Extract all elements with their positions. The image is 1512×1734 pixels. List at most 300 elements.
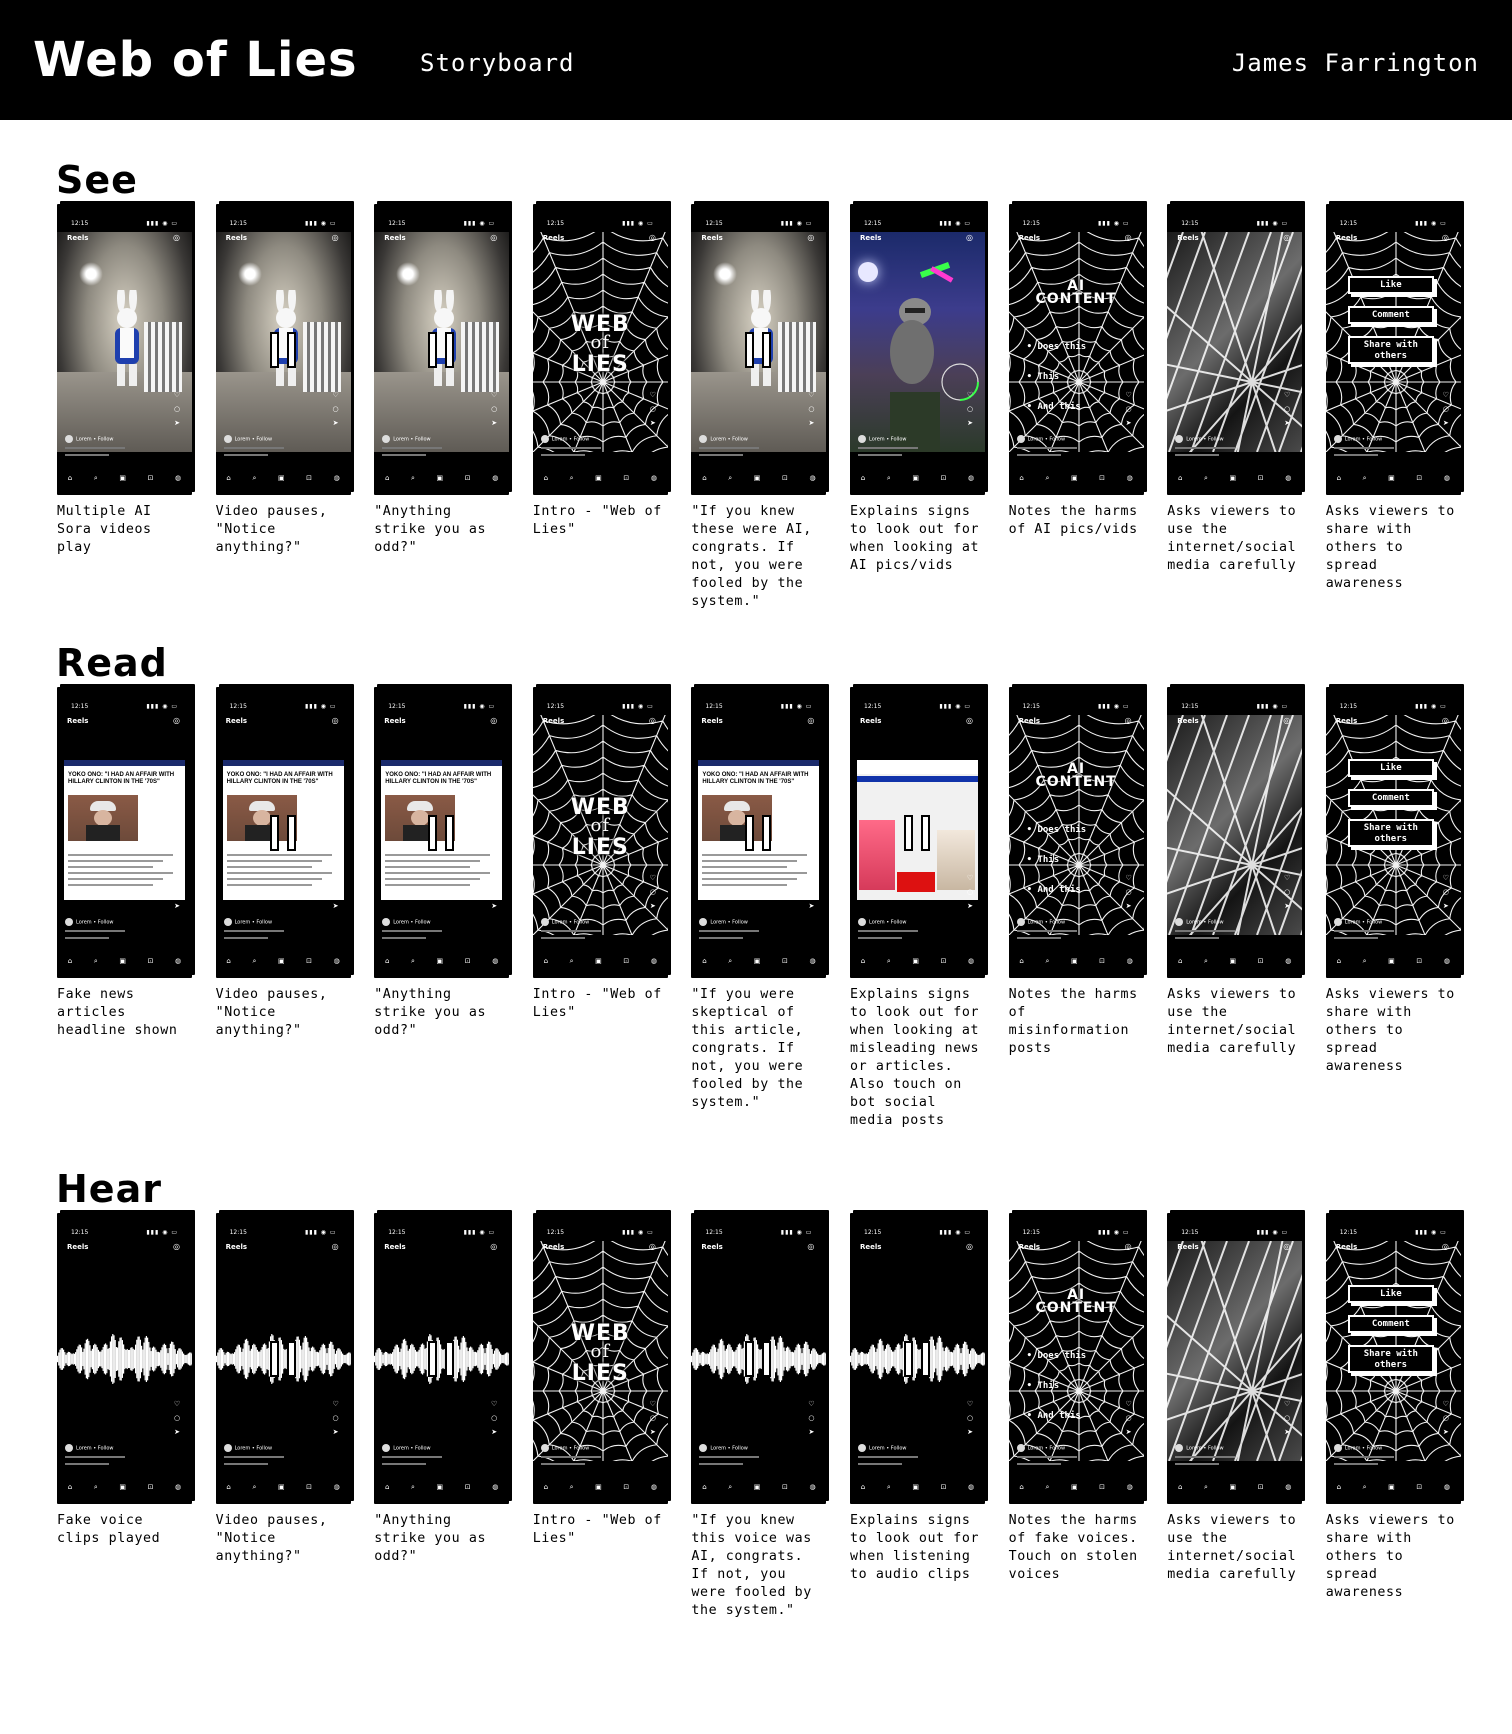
send-icon[interactable]: ➤ [174,1428,180,1436]
reels-tab-label[interactable]: Reels [542,234,565,242]
reels-icon[interactable]: ▣ [119,1483,126,1491]
share-button[interactable]: Share with others [1348,336,1434,364]
reels-icon[interactable]: ▣ [753,474,761,482]
home-icon[interactable]: ⌂ [860,957,866,965]
reels-icon[interactable]: ▣ [436,957,444,965]
author-follow[interactable]: Lorem • Follow [234,436,273,443]
comment-icon[interactable]: ○ [1125,888,1132,896]
reels-icon[interactable]: ▣ [1388,957,1395,965]
reels-icon[interactable]: ▣ [277,957,285,965]
author-follow[interactable]: Lorem • Follow [1344,1445,1383,1452]
comment-icon[interactable]: ○ [173,1414,181,1422]
send-icon[interactable]: ➤ [1125,902,1132,910]
profile-icon[interactable]: ◍ [333,474,340,482]
avatar[interactable] [1334,435,1342,443]
send-icon[interactable]: ➤ [174,419,180,427]
reels-tab-label[interactable]: Reels [1335,1243,1358,1251]
shop-icon[interactable]: ⊡ [940,1483,947,1491]
search-icon[interactable]: ⌕ [93,474,98,482]
reels-tab-label[interactable]: Reels [1177,234,1199,242]
shop-icon[interactable]: ⊡ [781,474,788,482]
comment-icon[interactable]: ○ [1442,405,1449,413]
author-follow[interactable]: Lorem • Follow [1186,919,1224,926]
comment-icon[interactable]: ○ [332,1414,339,1422]
send-icon[interactable]: ➤ [808,1428,815,1436]
shop-icon[interactable]: ⊡ [1416,1483,1423,1491]
home-icon[interactable]: ⌂ [1019,957,1024,965]
avatar[interactable] [65,1444,73,1452]
avatar[interactable] [224,435,232,443]
pause-icon[interactable] [270,1341,296,1377]
home-icon[interactable]: ⌂ [1177,957,1183,965]
like-icon[interactable]: ♡ [1284,1400,1291,1408]
search-icon[interactable]: ⌕ [886,474,891,482]
avatar[interactable] [224,918,232,926]
like-icon[interactable]: ♡ [173,874,181,882]
comment-icon[interactable]: ○ [1125,405,1132,413]
shop-icon[interactable]: ⊡ [1099,474,1106,482]
search-icon[interactable]: ⌕ [252,474,257,482]
comment-icon[interactable]: ○ [1284,405,1291,413]
comment-icon[interactable]: ○ [1442,888,1449,896]
author-follow[interactable]: Lorem • Follow [710,1445,748,1452]
like-icon[interactable]: ♡ [1125,1400,1132,1408]
camera-icon[interactable]: ◎ [966,1242,973,1251]
home-icon[interactable]: ⌂ [1336,474,1342,482]
send-icon[interactable]: ➤ [808,902,815,910]
reels-tab-label[interactable]: Reels [225,1243,248,1251]
camera-icon[interactable]: ◎ [490,716,498,725]
like-button[interactable]: Like [1348,276,1434,294]
comment-button[interactable]: Comment [1348,789,1434,807]
profile-icon[interactable]: ◍ [650,474,657,482]
author-follow[interactable]: Lorem • Follow [234,919,273,926]
like-button[interactable]: Like [1348,759,1434,777]
avatar[interactable] [382,435,390,443]
search-icon[interactable]: ⌕ [1045,1483,1050,1491]
reels-icon[interactable]: ▣ [1070,474,1078,482]
like-icon[interactable]: ♡ [1442,1400,1449,1408]
share-button[interactable]: Share with others [1348,819,1434,847]
camera-icon[interactable]: ◎ [331,1242,339,1251]
camera-icon[interactable]: ◎ [173,233,180,242]
pause-icon[interactable] [428,815,454,851]
search-icon[interactable]: ⌕ [1204,474,1208,482]
camera-icon[interactable]: ◎ [1441,716,1449,725]
pause-icon[interactable] [428,1341,454,1377]
comment-icon[interactable]: ○ [649,888,656,896]
search-icon[interactable]: ⌕ [886,957,891,965]
profile-icon[interactable]: ◍ [333,957,340,965]
like-icon[interactable]: ♡ [332,391,339,399]
profile-icon[interactable]: ◍ [1285,957,1292,965]
avatar[interactable] [858,1444,866,1452]
reels-icon[interactable]: ▣ [1070,1483,1078,1491]
profile-icon[interactable]: ◍ [1443,474,1450,482]
shop-icon[interactable]: ⊡ [940,474,947,482]
profile-icon[interactable]: ◍ [1126,1483,1133,1491]
like-icon[interactable]: ♡ [966,1400,974,1408]
home-icon[interactable]: ⌂ [1336,957,1342,965]
avatar[interactable] [65,918,73,926]
avatar[interactable] [858,918,866,926]
avatar[interactable] [1334,1444,1342,1452]
like-button[interactable]: Like [1348,1285,1434,1303]
camera-icon[interactable]: ◎ [648,716,656,725]
author-follow[interactable]: Lorem • Follow [76,1445,114,1452]
like-icon[interactable]: ♡ [491,874,498,882]
like-icon[interactable]: ♡ [1125,391,1132,399]
comment-icon[interactable]: ○ [1284,888,1291,896]
send-icon[interactable]: ➤ [1442,902,1449,910]
like-icon[interactable]: ♡ [966,391,974,399]
author-follow[interactable]: Lorem • Follow [551,436,590,443]
reels-tab-label[interactable]: Reels [67,1243,89,1251]
camera-icon[interactable]: ◎ [331,233,339,242]
comment-icon[interactable]: ○ [808,405,815,413]
comment-icon[interactable]: ○ [966,1414,974,1422]
send-icon[interactable]: ➤ [967,902,973,910]
profile-icon[interactable]: ◍ [492,474,499,482]
send-icon[interactable]: ➤ [649,902,656,910]
home-icon[interactable]: ⌂ [702,957,707,965]
send-icon[interactable]: ➤ [491,419,498,427]
camera-icon[interactable]: ◎ [1283,233,1291,242]
home-icon[interactable]: ⌂ [226,957,231,965]
search-icon[interactable]: ⌕ [411,1483,415,1491]
camera-icon[interactable]: ◎ [648,1242,656,1251]
profile-icon[interactable]: ◍ [1126,474,1133,482]
avatar[interactable] [65,435,73,443]
pause-icon[interactable] [745,1341,771,1377]
comment-icon[interactable]: ○ [649,405,656,413]
reels-tab-label[interactable]: Reels [1177,717,1199,725]
shop-icon[interactable]: ⊡ [306,474,313,482]
comment-icon[interactable]: ○ [1284,1414,1291,1422]
camera-icon[interactable]: ◎ [966,716,973,725]
shop-icon[interactable]: ⊡ [306,1483,313,1491]
camera-icon[interactable]: ◎ [1441,1242,1449,1251]
search-icon[interactable]: ⌕ [1204,1483,1208,1491]
profile-icon[interactable]: ◍ [175,474,182,482]
camera-icon[interactable]: ◎ [1283,1242,1291,1251]
send-icon[interactable]: ➤ [1442,419,1449,427]
search-icon[interactable]: ⌕ [411,957,415,965]
author-follow[interactable]: Lorem • Follow [393,919,431,926]
reels-icon[interactable]: ▣ [1388,474,1395,482]
send-icon[interactable]: ➤ [332,902,339,910]
send-icon[interactable]: ➤ [174,902,180,910]
profile-icon[interactable]: ◍ [809,474,816,482]
author-follow[interactable]: Lorem • Follow [1027,919,1066,926]
shop-icon[interactable]: ⊡ [464,1483,471,1491]
reels-tab-label[interactable]: Reels [860,717,882,725]
camera-icon[interactable]: ◎ [173,1242,180,1251]
like-icon[interactable]: ♡ [1284,874,1291,882]
reels-icon[interactable]: ▣ [119,474,126,482]
home-icon[interactable]: ⌂ [226,1483,231,1491]
send-icon[interactable]: ➤ [491,902,498,910]
camera-icon[interactable]: ◎ [807,1242,815,1251]
author-follow[interactable]: Lorem • Follow [76,436,114,443]
send-icon[interactable]: ➤ [967,1428,973,1436]
camera-icon[interactable]: ◎ [1124,716,1132,725]
camera-icon[interactable]: ◎ [490,233,498,242]
reels-icon[interactable]: ▣ [277,474,285,482]
home-icon[interactable]: ⌂ [543,1483,549,1491]
avatar[interactable] [699,435,707,443]
avatar[interactable] [541,435,549,443]
profile-icon[interactable]: ◍ [968,1483,975,1491]
search-icon[interactable]: ⌕ [569,474,574,482]
send-icon[interactable]: ➤ [967,419,973,427]
reels-tab-label[interactable]: Reels [860,1243,882,1251]
author-follow[interactable]: Lorem • Follow [551,1445,590,1452]
like-icon[interactable]: ♡ [332,1400,339,1408]
profile-icon[interactable]: ◍ [650,957,657,965]
reels-tab-label[interactable]: Reels [384,717,406,725]
reels-icon[interactable]: ▣ [1070,957,1078,965]
like-icon[interactable]: ♡ [491,1400,498,1408]
author-follow[interactable]: Lorem • Follow [551,919,590,926]
home-icon[interactable]: ⌂ [702,474,707,482]
avatar[interactable] [224,1444,232,1452]
profile-icon[interactable]: ◍ [650,1483,657,1491]
home-icon[interactable]: ⌂ [543,474,549,482]
comment-icon[interactable]: ○ [808,888,815,896]
author-follow[interactable]: Lorem • Follow [710,919,748,926]
home-icon[interactable]: ⌂ [702,1483,707,1491]
shop-icon[interactable]: ⊡ [623,1483,630,1491]
profile-icon[interactable]: ◍ [1126,957,1133,965]
search-icon[interactable]: ⌕ [1362,957,1367,965]
reels-tab-label[interactable]: Reels [542,717,565,725]
send-icon[interactable]: ➤ [1284,419,1291,427]
camera-icon[interactable]: ◎ [1283,716,1291,725]
pause-icon[interactable] [745,332,771,368]
avatar[interactable] [1017,1444,1025,1452]
shop-icon[interactable]: ⊡ [147,957,154,965]
camera-icon[interactable]: ◎ [1441,233,1449,242]
shop-icon[interactable]: ⊡ [147,1483,154,1491]
home-icon[interactable]: ⌂ [860,474,866,482]
search-icon[interactable]: ⌕ [93,1483,98,1491]
author-follow[interactable]: Lorem • Follow [869,919,907,926]
reels-tab-label[interactable]: Reels [225,234,248,242]
author-follow[interactable]: Lorem • Follow [1186,436,1224,443]
shop-icon[interactable]: ⊡ [1257,1483,1264,1491]
search-icon[interactable]: ⌕ [569,957,574,965]
comment-icon[interactable]: ○ [491,405,498,413]
comment-icon[interactable]: ○ [1125,1414,1132,1422]
avatar[interactable] [1175,1444,1183,1452]
send-icon[interactable]: ➤ [332,1428,339,1436]
profile-icon[interactable]: ◍ [968,957,975,965]
like-icon[interactable]: ♡ [808,1400,815,1408]
comment-icon[interactable]: ○ [649,1414,656,1422]
search-icon[interactable]: ⌕ [1362,474,1367,482]
reels-icon[interactable]: ▣ [595,474,602,482]
reels-icon[interactable]: ▣ [436,474,444,482]
reels-tab-label[interactable]: Reels [384,234,406,242]
shop-icon[interactable]: ⊡ [464,474,471,482]
author-follow[interactable]: Lorem • Follow [1186,1445,1224,1452]
search-icon[interactable]: ⌕ [728,474,733,482]
reels-tab-label[interactable]: Reels [701,1243,723,1251]
send-icon[interactable]: ➤ [649,419,656,427]
like-icon[interactable]: ♡ [1442,391,1449,399]
reels-tab-label[interactable]: Reels [384,1243,406,1251]
share-button[interactable]: Share with others [1348,1345,1434,1373]
author-follow[interactable]: Lorem • Follow [1344,919,1383,926]
reels-icon[interactable]: ▣ [595,1483,602,1491]
profile-icon[interactable]: ◍ [175,1483,182,1491]
like-icon[interactable]: ♡ [1125,874,1132,882]
search-icon[interactable]: ⌕ [1362,1483,1367,1491]
reels-icon[interactable]: ▣ [1229,474,1237,482]
pause-icon[interactable] [270,815,296,851]
camera-icon[interactable]: ◎ [648,233,656,242]
profile-icon[interactable]: ◍ [492,957,499,965]
comment-icon[interactable]: ○ [491,1414,498,1422]
comment-icon[interactable]: ○ [173,888,181,896]
avatar[interactable] [858,435,866,443]
avatar[interactable] [1175,918,1183,926]
reels-icon[interactable]: ▣ [753,957,761,965]
search-icon[interactable]: ⌕ [252,957,257,965]
home-icon[interactable]: ⌂ [226,474,231,482]
author-follow[interactable]: Lorem • Follow [1344,436,1383,443]
search-icon[interactable]: ⌕ [252,1483,257,1491]
reels-tab-label[interactable]: Reels [1018,1243,1041,1251]
shop-icon[interactable]: ⊡ [781,1483,788,1491]
author-follow[interactable]: Lorem • Follow [1027,1445,1066,1452]
send-icon[interactable]: ➤ [1125,419,1132,427]
avatar[interactable] [541,1444,549,1452]
reels-icon[interactable]: ▣ [912,957,919,965]
reels-icon[interactable]: ▣ [1388,1483,1395,1491]
profile-icon[interactable]: ◍ [809,957,816,965]
send-icon[interactable]: ➤ [1442,1428,1449,1436]
author-follow[interactable]: Lorem • Follow [1027,436,1066,443]
reels-icon[interactable]: ▣ [277,1483,285,1491]
comment-icon[interactable]: ○ [332,405,339,413]
like-icon[interactable]: ♡ [649,1400,656,1408]
send-icon[interactable]: ➤ [1125,1428,1132,1436]
comment-icon[interactable]: ○ [966,888,974,896]
search-icon[interactable]: ⌕ [569,1483,574,1491]
comment-icon[interactable]: ○ [966,405,974,413]
search-icon[interactable]: ⌕ [728,1483,733,1491]
home-icon[interactable]: ⌂ [384,474,390,482]
shop-icon[interactable]: ⊡ [1099,957,1106,965]
search-icon[interactable]: ⌕ [886,1483,891,1491]
like-icon[interactable]: ♡ [332,874,339,882]
camera-icon[interactable]: ◎ [807,716,815,725]
search-icon[interactable]: ⌕ [411,474,415,482]
avatar[interactable] [1017,435,1025,443]
profile-icon[interactable]: ◍ [1285,474,1292,482]
reels-tab-label[interactable]: Reels [701,234,723,242]
avatar[interactable] [382,1444,390,1452]
pause-icon[interactable] [904,815,930,851]
avatar[interactable] [1334,918,1342,926]
send-icon[interactable]: ➤ [1284,902,1291,910]
avatar[interactable] [699,1444,707,1452]
avatar[interactable] [1017,918,1025,926]
like-icon[interactable]: ♡ [173,1400,181,1408]
author-follow[interactable]: Lorem • Follow [393,1445,431,1452]
reels-tab-label[interactable]: Reels [1335,717,1358,725]
pause-icon[interactable] [428,332,454,368]
profile-icon[interactable]: ◍ [333,1483,340,1491]
like-icon[interactable]: ♡ [491,391,498,399]
reels-icon[interactable]: ▣ [119,957,126,965]
profile-icon[interactable]: ◍ [1443,1483,1450,1491]
profile-icon[interactable]: ◍ [175,957,182,965]
like-icon[interactable]: ♡ [808,874,815,882]
shop-icon[interactable]: ⊡ [940,957,947,965]
profile-icon[interactable]: ◍ [968,474,975,482]
home-icon[interactable]: ⌂ [1019,1483,1024,1491]
profile-icon[interactable]: ◍ [492,1483,499,1491]
search-icon[interactable]: ⌕ [728,957,733,965]
comment-icon[interactable]: ○ [808,1414,815,1422]
author-follow[interactable]: Lorem • Follow [393,436,431,443]
author-follow[interactable]: Lorem • Follow [710,436,748,443]
camera-icon[interactable]: ◎ [490,1242,498,1251]
reels-tab-label[interactable]: Reels [860,234,882,242]
search-icon[interactable]: ⌕ [1204,957,1208,965]
shop-icon[interactable]: ⊡ [623,474,630,482]
camera-icon[interactable]: ◎ [173,716,180,725]
reels-tab-label[interactable]: Reels [225,717,248,725]
shop-icon[interactable]: ⊡ [1099,1483,1106,1491]
send-icon[interactable]: ➤ [1284,1428,1291,1436]
reels-icon[interactable]: ▣ [595,957,602,965]
reels-icon[interactable]: ▣ [912,474,919,482]
reels-icon[interactable]: ▣ [436,1483,444,1491]
home-icon[interactable]: ⌂ [384,957,390,965]
like-icon[interactable]: ♡ [1284,391,1291,399]
home-icon[interactable]: ⌂ [1019,474,1024,482]
shop-icon[interactable]: ⊡ [1257,957,1264,965]
reels-icon[interactable]: ▣ [1229,1483,1237,1491]
comment-button[interactable]: Comment [1348,306,1434,324]
like-icon[interactable]: ♡ [649,874,656,882]
reels-icon[interactable]: ▣ [1229,957,1237,965]
reels-tab-label[interactable]: Reels [67,717,89,725]
shop-icon[interactable]: ⊡ [306,957,313,965]
home-icon[interactable]: ⌂ [543,957,549,965]
search-icon[interactable]: ⌕ [1045,957,1050,965]
send-icon[interactable]: ➤ [808,419,815,427]
reels-tab-label[interactable]: Reels [701,717,723,725]
reels-icon[interactable]: ▣ [912,1483,919,1491]
pause-icon[interactable] [270,332,296,368]
send-icon[interactable]: ➤ [491,1428,498,1436]
camera-icon[interactable]: ◎ [966,233,973,242]
avatar[interactable] [382,918,390,926]
pause-icon[interactable] [745,815,771,851]
home-icon[interactable]: ⌂ [67,1483,73,1491]
comment-button[interactable]: Comment [1348,1315,1434,1333]
home-icon[interactable]: ⌂ [1177,474,1183,482]
home-icon[interactable]: ⌂ [1336,1483,1342,1491]
shop-icon[interactable]: ⊡ [781,957,788,965]
home-icon[interactable]: ⌂ [67,474,73,482]
reels-tab-label[interactable]: Reels [1335,234,1358,242]
